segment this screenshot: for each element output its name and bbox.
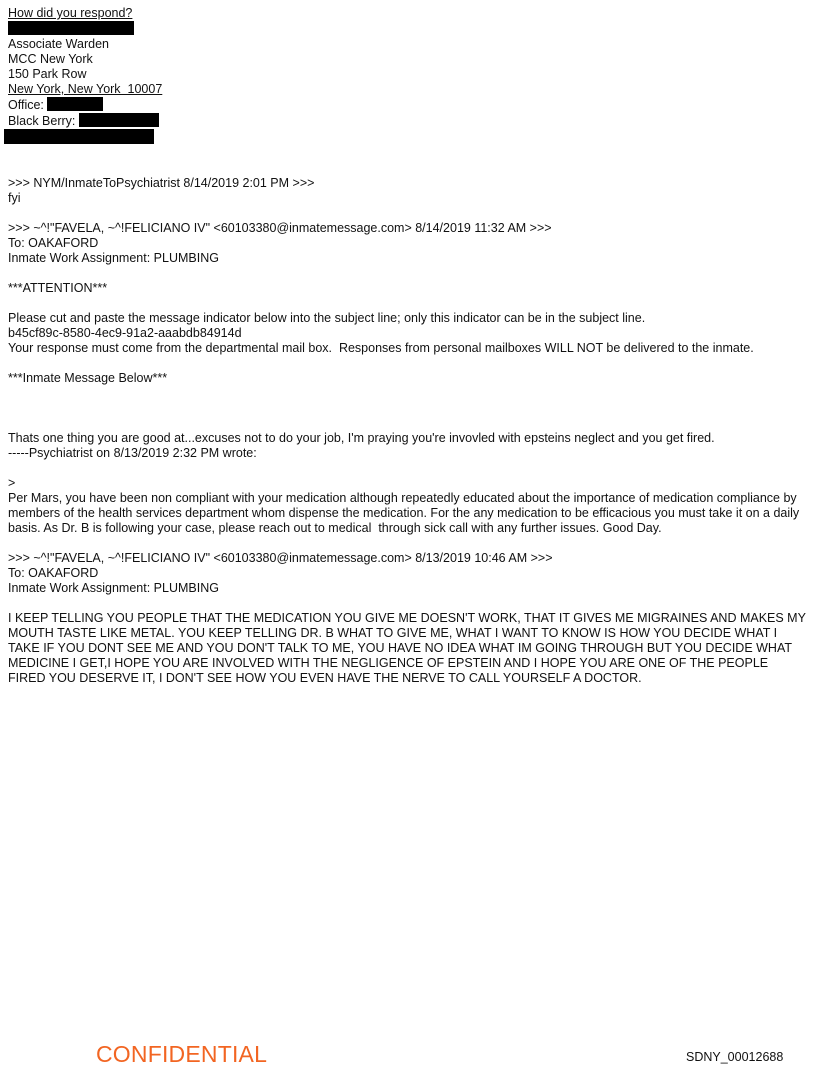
message2-header: >>> ~^!"FAVELA, ~^!FELICIANO IV" <60103380@inmatemessage.com> 8/13/2019 10:46 AM >>> xyxy=(8,551,553,565)
message1-to: To: OAKAFORD xyxy=(8,236,99,250)
inmate-message-banner: ***Inmate Message Below*** xyxy=(8,371,168,385)
message1-body: Thats one thing you are good at...excuses not to do your job, I'm praying you're invovled with epsteins neglect and you get fired. xyxy=(8,431,715,445)
signature-street: 150 Park Row xyxy=(8,67,87,81)
question-line: How did you respond? xyxy=(8,6,133,20)
confidential-stamp: CONFIDENTIAL xyxy=(96,1041,268,1067)
message2-body: I KEEP TELLING YOU PEOPLE THAT THE MEDICATION YOU GIVE ME DOESN'T WORK, THAT IT GIVES ME MIGRAINES AND MAKES MY MOUTH TASTE LIKE METAL. YOU KEEP TELLING DR. B WHAT TO GIVE ME, WHAT I WANT TO KNOW IS HOW YOU DECIDE WHAT I TAKE IF YOU DONT SEE ME AND YOU DON'T TALK TO ME, YOU HAVE NO IDEA WHAT IM GOING THROUGH BUT YOU DECIDE WHAT MEDICINE I GET,I HOPE YOU ARE INVOLVED WITH THE NEGLIGENCE OF EPSTEIN AND I HOPE YOU ARE ONE OF THE PEOPLE FIRED YOU DESERVE IT, I DON'T SEE HOW YOU EVEN HAVE THE NERVE TO CALL YOURSELF A DOCTOR. xyxy=(8,611,810,685)
blackberry-line xyxy=(8,113,808,129)
blackberry-label: Black Berry: xyxy=(8,114,76,128)
quote-marker: > xyxy=(8,476,16,490)
redaction-bar xyxy=(4,129,154,144)
email-document xyxy=(8,6,808,686)
message-indicator: b45cf89c-8580-4ec9-91a2-aaabdb84914d xyxy=(8,326,242,340)
office-line xyxy=(8,97,808,113)
message1-header: >>> ~^!"FAVELA, ~^!FELICIANO IV" <60103380@inmatemessage.com> 8/14/2019 11:32 AM >>> xyxy=(8,221,552,235)
instruction-text: Please cut and paste the message indicator below into the subject line; only this indicator can be in the subject line. xyxy=(8,311,646,325)
office-label: Office: xyxy=(8,98,44,112)
redaction-bar xyxy=(47,97,103,111)
bates-number: SDNY_00012688 xyxy=(686,1050,784,1064)
message2-assignment: Inmate Work Assignment: PLUMBING xyxy=(8,581,219,595)
message2-to: To: OAKAFORD xyxy=(8,566,99,580)
forward-header: >>> NYM/InmateToPsychiatrist 8/14/2019 2:01 PM >>> xyxy=(8,176,315,190)
signature-city: New York, New York 10007 xyxy=(8,82,163,96)
response-note: Your response must come from the departmental mail box. Responses from personal mailboxes WILL NOT be delivered to the inmate. xyxy=(8,341,754,355)
signature-title: Associate Warden xyxy=(8,37,109,51)
attention-banner: ***ATTENTION*** xyxy=(8,281,108,295)
redacted-line xyxy=(4,129,808,146)
quote-header: -----Psychiatrist on 8/13/2019 2:32 PM wrote: xyxy=(8,446,257,460)
message1-assignment: Inmate Work Assignment: PLUMBING xyxy=(8,251,219,265)
signature-facility: MCC New York xyxy=(8,52,93,66)
redaction-bar xyxy=(8,21,134,35)
quoted-reply-body: Per Mars, you have been non compliant with your medication although repeatedly educated about the importance of medication compliance by members of the health services department whom dispense the medication. For the any medication to be efficacious you must take it on a daily basis. As Dr. B is following your case, please reach out to medical through sick call with any further issues. Good Day. xyxy=(8,491,803,535)
forward-note: fyi xyxy=(8,191,21,205)
redacted-name xyxy=(8,21,808,37)
redaction-bar xyxy=(79,113,159,127)
